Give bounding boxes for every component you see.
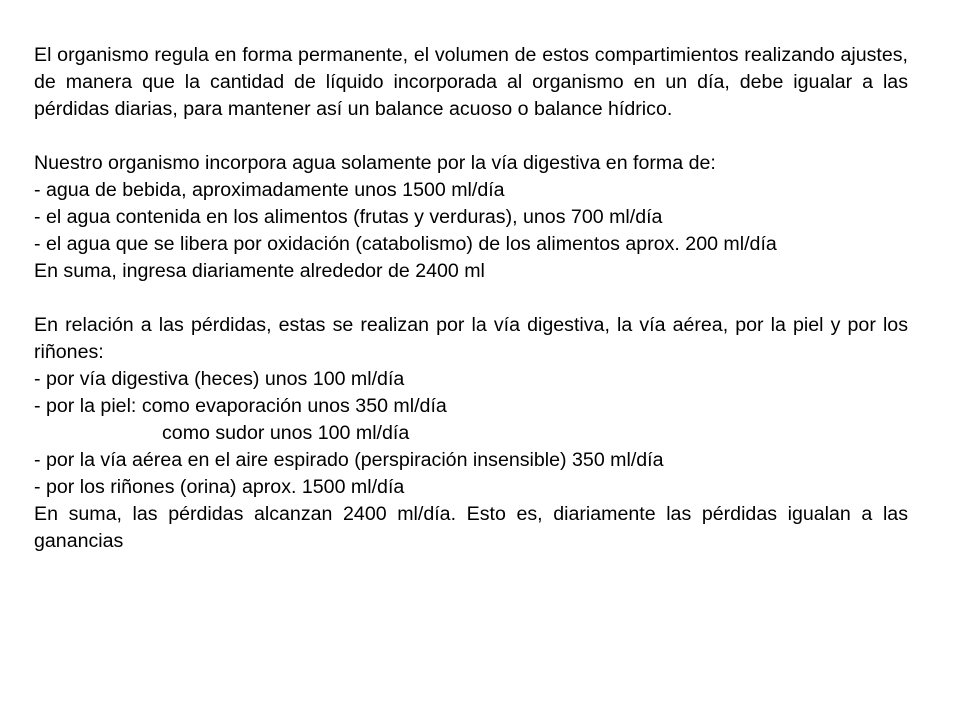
intake-intro: Nuestro organismo incorpora agua solamente por la vía digestiva en forma de: (34, 152, 716, 174)
intro-paragraph: El organismo regula en forma permanente, el volumen de estos compartimientos realizando ajustes, de manera que la cantidad de líquido incorporada al organismo en un día, debe igualar a las pérdidas diarias, para mantener así un balance acuoso o balance hídrico. (34, 44, 908, 120)
loss-item-kidneys: - por los riñones (orina) aprox. 1500 ml/día (34, 476, 405, 498)
loss-item-skin-sweat: como sudor unos 100 ml/día (162, 422, 410, 444)
loss-item-skin-evaporation: - por la piel: como evaporación unos 350 ml/día (34, 395, 447, 417)
intake-total: En suma, ingresa diariamente alrededor de 2400 ml (34, 260, 485, 282)
intake-item-oxidation: - el agua que se libera por oxidación (catabolismo) de los alimentos aprox. 200 ml/día (34, 233, 777, 255)
slide-text-body (34, 42, 908, 555)
losses-total: En suma, las pérdidas alcanzan 2400 ml/día. Esto es, diariamente las pérdidas igualan a las ganancias (34, 503, 908, 552)
intake-item-drink: - agua de bebida, aproximadamente unos 1500 ml/día (34, 179, 505, 201)
spacer (34, 123, 908, 150)
loss-item-airway: - por la vía aérea en el aire espirado (perspiración insensible) 350 ml/día (34, 449, 664, 471)
losses-intro: En relación a las pérdidas, estas se realizan por la vía digestiva, la vía aérea, por la piel y por los riñones: (34, 314, 908, 363)
intake-item-food: - el agua contenida en los alimentos (frutas y verduras), unos 700 ml/día (34, 206, 663, 228)
spacer (34, 285, 908, 312)
loss-item-digestive: - por vía digestiva (heces) unos 100 ml/día (34, 368, 405, 390)
